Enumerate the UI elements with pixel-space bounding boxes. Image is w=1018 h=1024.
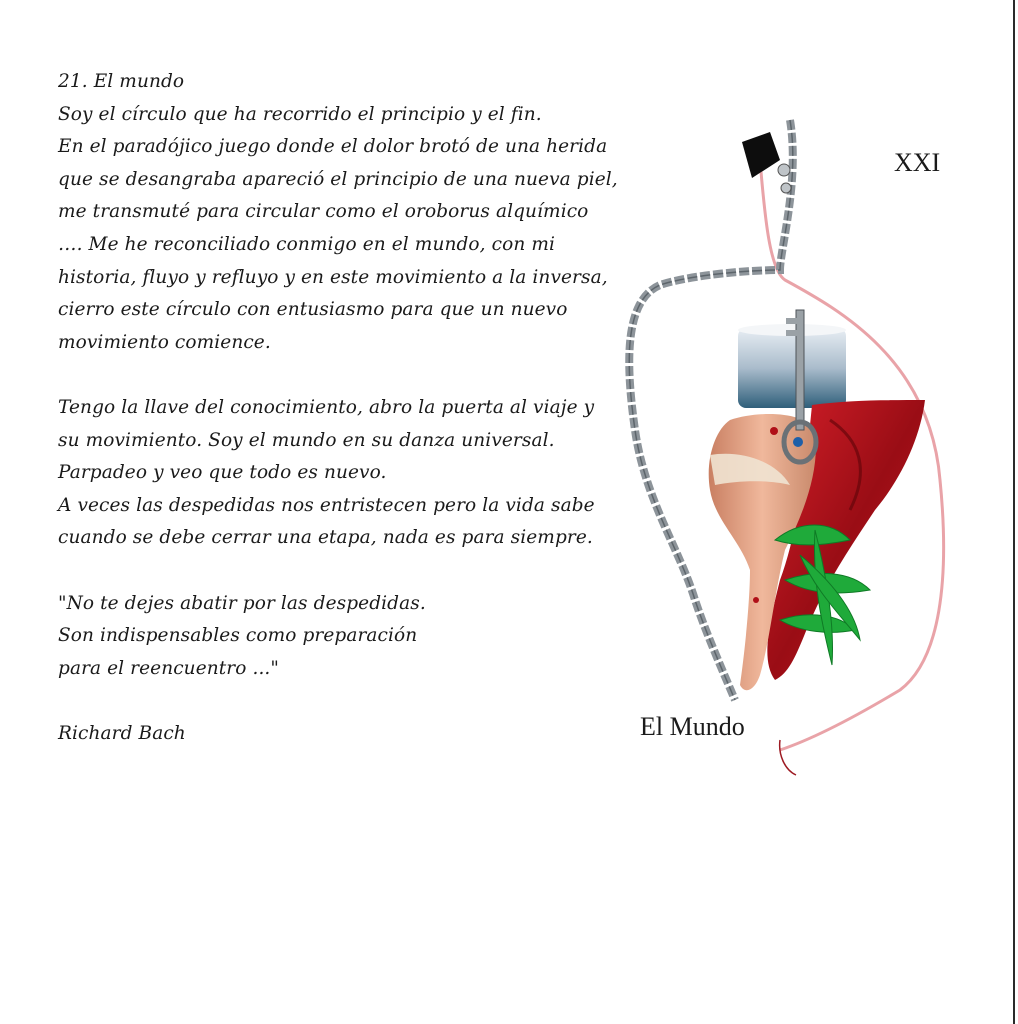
poem-line: A veces las despedidas nos entristecen pero la vida sabe [58, 494, 595, 516]
card-numeral: XXI [894, 148, 941, 177]
poem-line: Tengo la llave del conocimiento, abro la puerta al viaje y [58, 396, 595, 418]
world-collage-image [600, 100, 980, 790]
poem-line: historia, fluyo y refluyo y en este movimiento a la inversa, [58, 266, 608, 288]
poem-line: En el paradójico juego donde el dolor brotó de una herida [58, 136, 608, 158]
poem-line: su movimiento. Soy el mundo en su danza universal. [58, 429, 555, 451]
poem-text [58, 66, 618, 750]
poem-line: que se desangraba apareció el principio de una nueva piel, [58, 168, 618, 190]
cylinder [738, 328, 846, 408]
poem-line: me transmuté para circular como el oroborus alquímico [58, 201, 589, 223]
poem-line: …. Me he reconciliado conmigo en el mundo, con mi [58, 233, 555, 255]
poem-line: Parpadeo y veo que todo es nuevo. [58, 462, 387, 484]
hat [742, 132, 780, 178]
quote-line: Son indispensables como preparación [58, 625, 418, 647]
quote-line: para el reencuentro ..." [58, 657, 280, 679]
card-name: El Mundo [640, 712, 745, 741]
poem-line: movimiento comience. [58, 331, 271, 353]
poem-title: 21. El mundo [58, 71, 185, 92]
page-edge [1013, 0, 1015, 1024]
key [796, 310, 804, 430]
quote-author: Richard Bach [58, 722, 186, 744]
poem-line: cuando se debe cerrar una etapa, nada es para siempre. [58, 527, 593, 549]
quote-line: "No te dejes abatir por las despedidas. [58, 592, 426, 614]
poem-line: cierro este círculo con entusiasmo para que un nuevo [58, 299, 568, 321]
poem-line: Soy el círculo que ha recorrido el principio y el fin. [58, 103, 542, 125]
